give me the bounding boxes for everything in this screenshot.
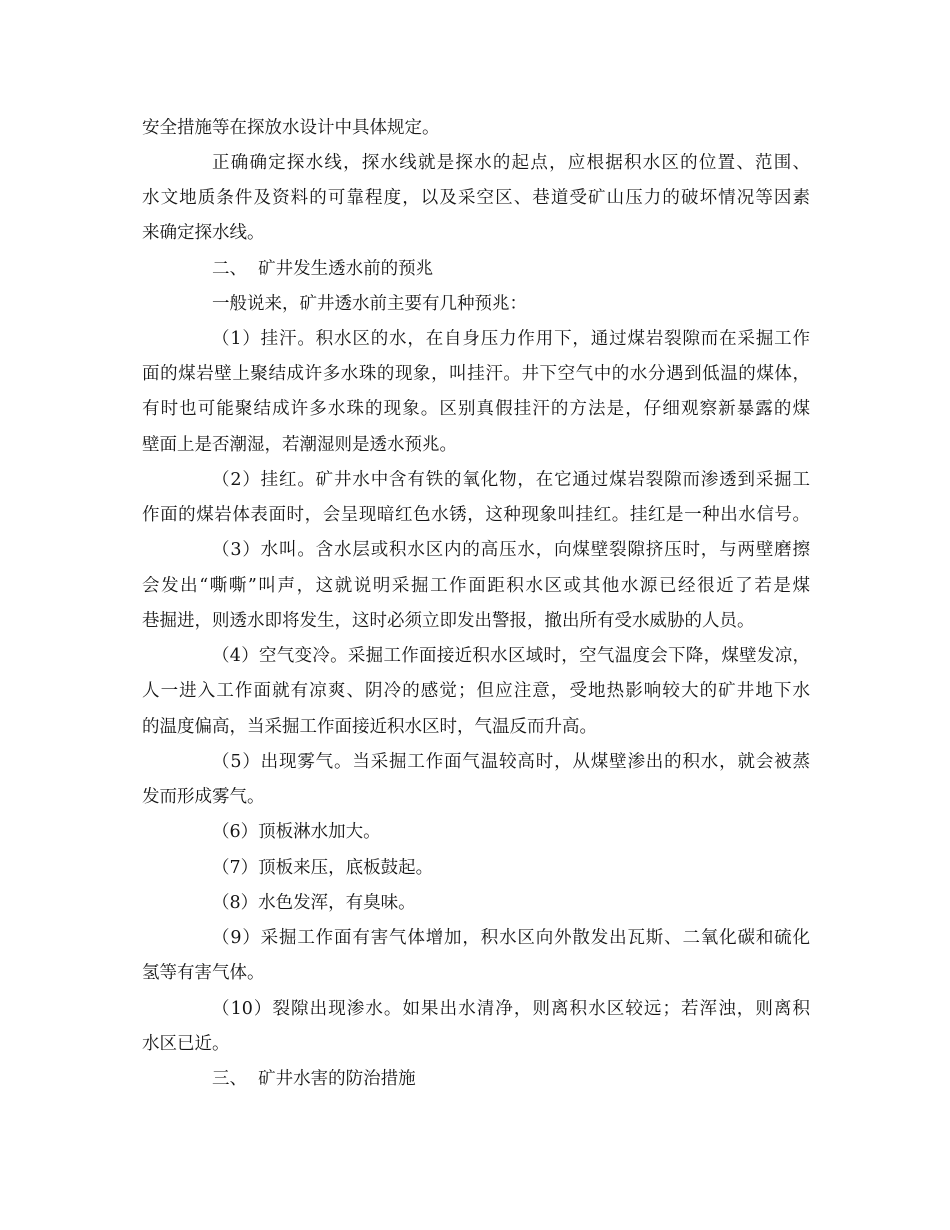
- text-line: 人一进入工作面就有凉爽、阴冷的感觉；但应注意，受地热影响较大的矿井地下水: [142, 681, 810, 701]
- text-line: 会发出“嘶嘶”叫声，这就说明采掘工作面距积水区或其他水源已经很近了若是煤: [142, 576, 810, 596]
- text-line: 发而形成雾气。: [142, 787, 265, 807]
- text-line: （4）空气变冷。采掘工作面接近积水区域时，空气温度会下降，煤壁发凉，: [212, 646, 810, 666]
- text-line: （6）顶板淋水加大。: [212, 822, 381, 842]
- text-line: 氢等有害气体。: [142, 963, 265, 983]
- text-line: 的温度偏高，当采掘工作面接近积水区时，气温反而升高。: [142, 717, 597, 737]
- text-line: （7）顶板来压，底板鼓起。: [212, 858, 434, 878]
- text-line: 有时也可能聚结成许多水珠的现象。区别真假挂汗的方法是，仔细观察新暴露的煤: [142, 399, 810, 419]
- text-line: 面的煤岩壁上聚结成许多水珠的现象，叫挂汗。井下空气中的水分遇到低温的煤体，: [142, 364, 810, 384]
- text-line: 水区已近。: [142, 1034, 230, 1054]
- section-heading: 三、 矿井水害的防治措施: [212, 1069, 416, 1089]
- text-line: 作面的煤岩体表面时，会呈现暗红色水锈，这种现象叫挂红。挂红是一种出水信号。: [142, 505, 810, 525]
- text-line: 正确确定探水线，探水线就是探水的起点，应根据积水区的位置、范围、: [212, 153, 810, 173]
- text-line: 巷掘进，则透水即将发生，这时必须立即发出警报，撤出所有受水威胁的人员。: [142, 611, 755, 631]
- text-line: 水文地质条件及资料的可靠程度，以及采空区、巷道受矿山压力的破坏情况等因素: [142, 188, 810, 208]
- text-line: 壁面上是否潮湿，若潮湿则是透水预兆。: [142, 435, 457, 455]
- section-heading: 二、 矿井发生透水前的预兆: [212, 259, 434, 279]
- text-line: （10）裂隙出现渗水。如果出水清净，则离积水区较远；若浑浊，则离积: [212, 999, 810, 1019]
- text-line: （5）出现雾气。当采掘工作面气温较高时，从煤壁渗出的积水，就会被蒸: [212, 752, 810, 772]
- text-line: （8）水色发浑，有臭味。: [212, 893, 416, 913]
- text-line: （3）水叫。含水层或积水区内的高压水，向煤壁裂隙挤压时，与两壁磨擦: [212, 540, 810, 560]
- text-line: 一般说来，矿井透水前主要有几种预兆：: [212, 294, 527, 314]
- text-line: （2）挂红。矿井水中含有铁的氧化物，在它通过煤岩裂隙而渗透到采掘工: [212, 470, 810, 490]
- text-line: （9）采掘工作面有害气体增加，积水区向外散发出瓦斯、二氧化碳和硫化: [212, 928, 810, 948]
- text-line: 安全措施等在探放水设计中具体规定。: [142, 118, 440, 138]
- text-line: 来确定探水线。: [142, 223, 265, 243]
- text-line: （1）挂汗。积水区的水，在自身压力作用下，通过煤岩裂隙而在采掘工作: [212, 329, 810, 349]
